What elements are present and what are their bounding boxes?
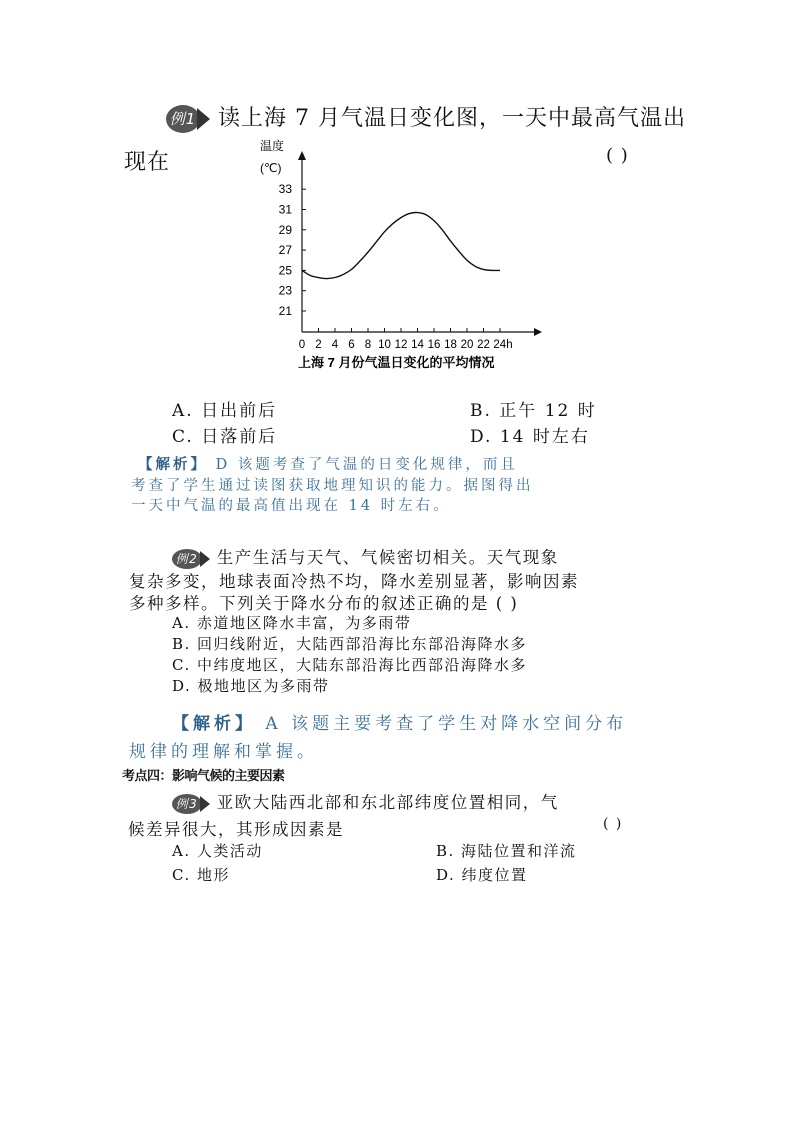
example1-option-d: D. 14 时左右 [470, 427, 590, 447]
analysis-label: 【解析】 [172, 714, 256, 734]
example1-badge [166, 105, 210, 133]
example3-option-d: D. 纬度位置 [436, 866, 528, 884]
example2-question-line3: 多种多样。下列关于降水分布的叙述正确的是 ( ) [129, 594, 519, 613]
x-tick-label: 4 [331, 339, 339, 351]
triangle-arrow-icon [200, 551, 210, 567]
example1-option-a: A. 日出前后 [172, 401, 278, 421]
analysis-text: D 该题考查了气温的日变化规律，而且 [208, 457, 518, 473]
example2-analysis-line1 [172, 709, 627, 734]
example1-analysis-line1 [138, 453, 518, 474]
example1-answer-paren: ( ) [606, 145, 629, 166]
example3-question-line2: 候差异很大，其形成因素是 [128, 820, 344, 839]
example1-option-b: B. 正午 12 时 [470, 401, 597, 421]
example3-question-line1 [172, 789, 559, 814]
x-tick-label: 14 [411, 339, 424, 351]
y-axis-unit: (℃) [260, 161, 282, 175]
example1-analysis-line2: 考查了学生通过读图获取地理知识的能力。据图得出 [131, 478, 534, 494]
example1-question-text: 读上海 7 月气温日变化图，一天中最高气温出 [218, 106, 686, 131]
example2-option-c: C. 中纬度地区，大陆东部沿海比西部沿海降水多 [172, 656, 527, 674]
x-tick-label: 6 [348, 339, 355, 351]
x-tick-label: 2 [315, 339, 322, 351]
x-tick-label: 10 [378, 339, 391, 351]
example2-option-a: A. 赤道地区降水丰富，为多雨带 [172, 614, 412, 632]
example3-question-text: 亚欧大陆西北部和东北部纬度位置相同，气 [216, 793, 559, 812]
y-axis-label: 温度 [260, 139, 285, 153]
example2-badge [172, 549, 210, 569]
example2-option-b: B. 回归线附近，大陆西部沿海比东部沿海降水多 [172, 635, 528, 653]
y-tick-label: 33 [278, 182, 292, 197]
x-tick-label: 24h [493, 339, 513, 351]
x-tick-label: 12 [394, 339, 408, 351]
example3-badge [172, 794, 210, 814]
example2-question-line2: 复杂多变，地球表面冷热不均，降水差别显著，影响因素 [129, 572, 579, 591]
y-axis-arrow-icon [298, 151, 306, 160]
analysis-text: A 该题主要考查了学生对降水空间分布 [256, 714, 628, 734]
example2-analysis-line2: 规律的理解和掌握。 [129, 742, 318, 762]
x-tick-label: 18 [444, 339, 457, 351]
example3-option-a: A. 人类活动 [172, 842, 263, 860]
example-label: 例3 [172, 794, 202, 814]
x-tick-label: 0 [298, 339, 306, 351]
y-tick-label: 21 [278, 304, 292, 318]
y-tick-label: 27 [278, 243, 292, 258]
triangle-arrow-icon [200, 796, 210, 812]
section-heading: 考点四：影响气候的主要因素 [122, 769, 285, 784]
temperature-chart [250, 136, 550, 371]
x-tick-label: 22 [477, 339, 490, 351]
temperature-series-line [302, 213, 500, 279]
example2-question-text: 生产生活与天气、气候密切相关。天气现象 [216, 548, 559, 567]
x-tick-label: 8 [364, 339, 372, 351]
y-tick-label: 25 [278, 263, 292, 278]
example1-question-line1 [166, 101, 686, 133]
example3-answer-paren: ( ) [603, 816, 623, 832]
example1-option-c: C. 日落前后 [172, 427, 278, 447]
example2-question-line1 [172, 544, 559, 569]
y-tick-label: 23 [278, 283, 292, 298]
analysis-label: 【解析】 [138, 456, 208, 473]
x-axis-arrow-icon [534, 328, 542, 336]
example1-analysis-line3: 一天中气温的最高值出现在 14 时左右。 [131, 498, 451, 514]
y-tick-label: 29 [278, 222, 292, 237]
example3-option-b: B. 海陆位置和洋流 [436, 842, 577, 860]
example-label: 例2 [172, 549, 202, 569]
example-label: 例1 [166, 105, 200, 133]
x-tick-label: 20 [460, 339, 474, 351]
y-tick-label: 31 [278, 202, 292, 217]
example2-option-d: D. 极地地区为多雨带 [172, 677, 330, 695]
example3-option-c: C. 地形 [172, 866, 230, 884]
triangle-arrow-icon [197, 108, 210, 130]
x-tick-label: 16 [427, 339, 441, 351]
example1-question-line2: 现在 [124, 150, 171, 175]
chart-title: 上海 7 月份气温日变化的平均情况 [298, 355, 495, 370]
